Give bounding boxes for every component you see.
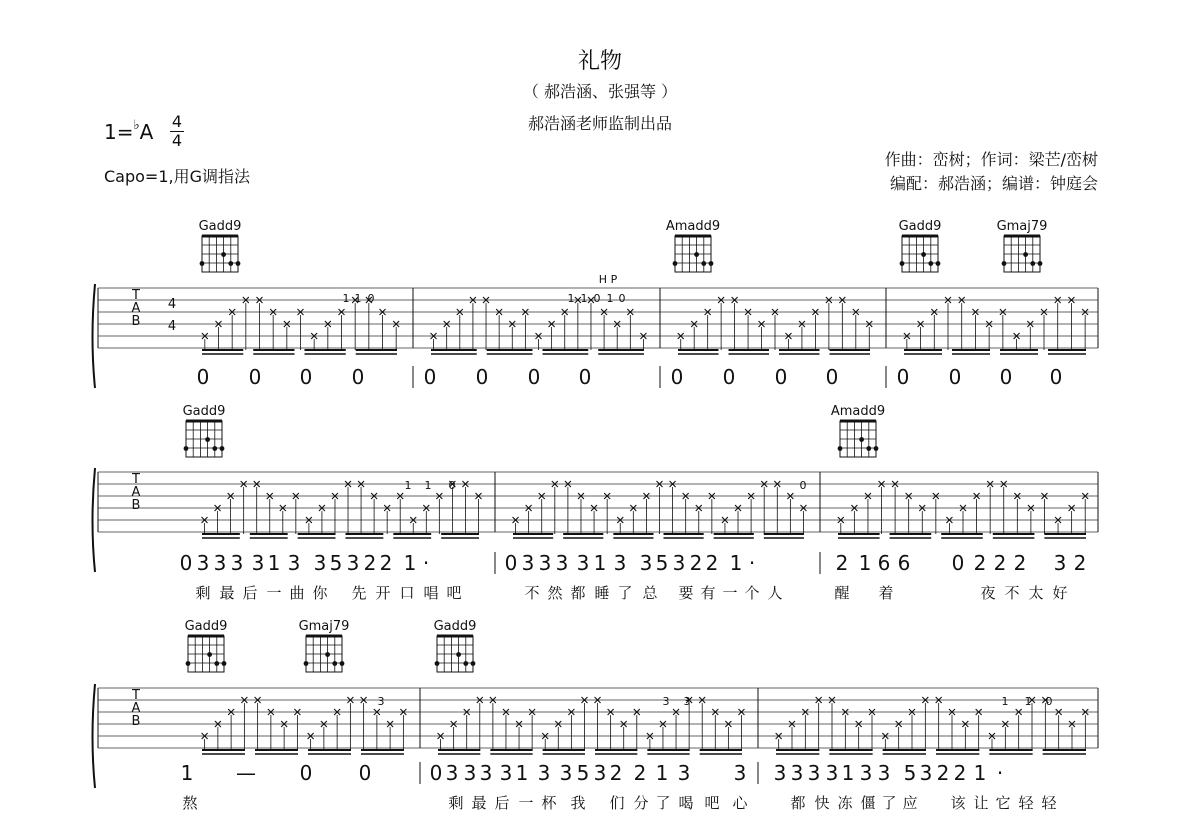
jianpu-note: 1 [973, 761, 987, 785]
jianpu-note: 3 [672, 551, 686, 575]
jianpu-note: 3 [859, 761, 873, 785]
jianpu-note: 3 [251, 551, 265, 575]
chord-name: Gmaj79 [298, 619, 350, 634]
fret-number: 3 [377, 695, 385, 708]
jianpu-note: 0 [670, 365, 684, 389]
lyric-char: 一 [266, 584, 282, 602]
jianpu-note: 2 [633, 761, 647, 785]
chord-finger-dot [838, 446, 843, 451]
system-bracket [93, 284, 96, 388]
jianpu-note: 3 [559, 761, 573, 785]
tab-clef-letter: A [131, 301, 141, 316]
chord-diagram-gadd9 [183, 404, 226, 457]
chord-finger-dot [435, 661, 440, 666]
jianpu-note: 5 [903, 761, 917, 785]
chord-finger-dot [220, 446, 225, 451]
jianpu-note: 1 [515, 761, 529, 785]
jianpu-note: 0 [429, 761, 443, 785]
chord-finger-dot [304, 661, 309, 666]
jianpu-note: 1 [858, 551, 872, 575]
tab-clef-letter: A [131, 485, 141, 500]
jianpu-note: 3 [499, 761, 513, 785]
chord-finger-dot [936, 261, 941, 266]
lyric-char: 让 [973, 794, 989, 812]
system-bracket [93, 684, 96, 788]
fret-number: 1 [567, 292, 575, 305]
chord-finger-dot [1030, 261, 1035, 266]
time-signature: 4 4 [171, 112, 183, 150]
jianpu-note: 3 [230, 551, 244, 575]
lyric-char: 口 [399, 584, 415, 602]
jianpu-note: 3 [1053, 551, 1067, 575]
tab-time-bottom: 4 [167, 319, 177, 334]
chord-diagram-amadd9 [831, 404, 885, 457]
jianpu-note: 2 [705, 551, 719, 575]
jianpu-note: · [748, 551, 756, 575]
jianpu-note: 0 [722, 365, 736, 389]
chord-finger-dot [214, 661, 219, 666]
lyric-char: 都 [790, 794, 806, 812]
tab-clef-letter: B [131, 714, 141, 729]
jianpu-note: 3 [479, 761, 493, 785]
jianpu-note: 1 [593, 551, 607, 575]
lyric-char: 它 [995, 794, 1011, 812]
jianpu-note: 0 [951, 551, 965, 575]
chord-finger-dot [463, 661, 468, 666]
jianpu-note: 3 [196, 551, 210, 575]
lyric-char: 分 [633, 794, 649, 812]
lyric-char: 喝 [678, 794, 694, 812]
lyric-char: 一 [722, 584, 738, 602]
chord-name: Amadd9 [830, 404, 886, 419]
chord-finger-dot [228, 261, 233, 266]
fret-number: 1 [1001, 695, 1009, 708]
lyric-char: 睡 [594, 584, 610, 602]
jianpu-note: 3 [825, 761, 839, 785]
jianpu-note: 5 [329, 551, 343, 575]
lyric-char: 曲 [289, 584, 305, 602]
fret-number: 0 [448, 479, 456, 492]
jianpu-note: 3 [677, 761, 691, 785]
lyric-char: 心 [732, 794, 748, 812]
lyric-char: 一 [518, 794, 534, 812]
chord-diagram-gmaj79 [997, 219, 1048, 272]
jianpu-note: 1 [729, 551, 743, 575]
jianpu-note: 3 [555, 551, 569, 575]
jianpu-note: 2 [363, 551, 377, 575]
lyric-char: 不 [1004, 584, 1020, 602]
jianpu-note: 5 [655, 551, 669, 575]
lyric-char: 了 [617, 584, 633, 602]
chord-name: Gadd9 [898, 219, 942, 234]
chord-finger-dot [205, 437, 210, 442]
chord-finger-dot [928, 261, 933, 266]
lyric-char: 夜 [980, 584, 996, 602]
jianpu-note: 2 [835, 551, 849, 575]
fret-number: 0 [367, 292, 375, 305]
chord-finger-dot [184, 446, 189, 451]
lyric-char: 开 [375, 584, 391, 602]
lyric-char: 该 [950, 794, 966, 812]
chord-finger-dot [866, 446, 871, 451]
chord-finger-dot [456, 652, 461, 657]
jianpu-note: 0 [351, 365, 365, 389]
chord-finger-dot [900, 261, 905, 266]
jianpu-note: 3 [773, 761, 787, 785]
fret-number: 0 [799, 479, 807, 492]
chord-finger-dot [1023, 252, 1028, 257]
jianpu-note: · [422, 551, 430, 575]
lyric-char: 了 [881, 794, 897, 812]
lyric-char: 人 [767, 584, 783, 602]
lyric-char: 轻 [1018, 794, 1034, 812]
jianpu-note: 0 [299, 365, 313, 389]
jianpu-note: 0 [999, 365, 1013, 389]
tab-clef-letter: B [131, 498, 141, 513]
fret-number: 1 [404, 479, 412, 492]
technique-hammer-pull: H P [598, 273, 618, 286]
lyric-char: 最 [219, 584, 235, 602]
jianpu-note: 3 [538, 551, 552, 575]
jianpu-note: 0 [196, 365, 210, 389]
chord-name: Gadd9 [184, 619, 228, 634]
chord-name: Gadd9 [182, 404, 226, 419]
jianpu-note: 0 [774, 365, 788, 389]
chord-finger-dot [340, 661, 345, 666]
fret-number: 1 [354, 292, 362, 305]
jianpu-note: 0 [358, 761, 372, 785]
jianpu-note: — [236, 761, 256, 785]
jianpu-note: 0 [527, 365, 541, 389]
jianpu-note: 3 [463, 761, 477, 785]
chord-diagram-gadd9 [434, 619, 477, 672]
chord-finger-dot [694, 252, 699, 257]
lyric-char: 轻 [1041, 794, 1057, 812]
lyric-char: 快 [814, 794, 830, 812]
chord-finger-dot [471, 661, 476, 666]
chord-finger-dot [325, 652, 330, 657]
lyric-char: 有 [700, 584, 716, 602]
jianpu-note: 1 [180, 761, 194, 785]
jianpu-note: 2 [973, 551, 987, 575]
tab-clef-letter: A [131, 701, 141, 716]
lyric-char: 着 [878, 584, 894, 602]
chord-finger-dot [673, 261, 678, 266]
chord-finger-dot [221, 252, 226, 257]
lyric-char: 应 [902, 794, 918, 812]
jianpu-note: 3 [593, 761, 607, 785]
fret-number: 1 [342, 292, 350, 305]
jianpu-note: 0 [179, 551, 193, 575]
chord-finger-dot [1002, 261, 1007, 266]
jianpu-note: 2 [1013, 551, 1027, 575]
tab-clef-letter: T [132, 688, 140, 703]
jianpu-note: 2 [379, 551, 393, 575]
chord-finger-dot [921, 252, 926, 257]
chord-finger-dot [222, 661, 227, 666]
jianpu-note: 3 [213, 551, 227, 575]
lyric-char: 总 [642, 584, 658, 602]
fret-number: 3 [683, 695, 691, 708]
fret-number: 1 [1024, 695, 1032, 708]
jianpu-note: 0 [896, 365, 910, 389]
lyric-char: 吧 [446, 584, 462, 602]
fret-number: 0 [618, 292, 626, 305]
song-subtitle: （ 郝浩涵、张强等 ） [522, 82, 678, 101]
system-bracket [93, 468, 96, 572]
lyric-char: 熬 [182, 794, 198, 812]
chord-finger-dot [709, 261, 714, 266]
producer-line: 郝浩涵老师监制出品 [527, 114, 672, 133]
chord-diagram-gadd9 [199, 219, 242, 272]
chord-finger-dot [200, 261, 205, 266]
jianpu-note: 3 [521, 551, 535, 575]
chord-diagram-gadd9 [899, 219, 942, 272]
lyric-char: 剩 [195, 584, 211, 602]
jianpu-note: 1 [267, 551, 281, 575]
lyric-char: 了 [655, 794, 671, 812]
jianpu-note: 5 [576, 761, 590, 785]
jianpu-note: 3 [613, 551, 627, 575]
jianpu-note: 0 [1049, 365, 1063, 389]
jianpu-note: 2 [936, 761, 950, 785]
lyric-char: 然 [547, 584, 563, 602]
jianpu-note: 0 [299, 761, 313, 785]
jianpu-note: 1 [655, 761, 669, 785]
lyric-char: 们 [609, 794, 625, 812]
lyric-char: 太 [1028, 584, 1044, 602]
fret-number: 1 [424, 479, 432, 492]
jianpu-note: 3 [807, 761, 821, 785]
fret-number: 0 [1045, 695, 1053, 708]
jianpu-note: 3 [445, 761, 459, 785]
jianpu-note: 6 [877, 551, 891, 575]
lyric-char: 最 [471, 794, 487, 812]
lyric-char: 僵 [860, 794, 876, 812]
jianpu-note: 0 [825, 365, 839, 389]
jianpu-note: 3 [537, 761, 551, 785]
lyric-char: 唱 [423, 584, 439, 602]
tab-clef-letter: B [131, 314, 141, 329]
jianpu-note: 3 [576, 551, 590, 575]
lyric-char: 个 [744, 584, 760, 602]
lyric-char: 醒 [834, 584, 850, 602]
lyric-char: 都 [570, 584, 586, 602]
jianpu-note: 1 [403, 551, 417, 575]
jianpu-note: 3 [919, 761, 933, 785]
jianpu-note: 3 [313, 551, 327, 575]
fret-number: 1 [580, 292, 588, 305]
lyric-char: 杯 [541, 794, 557, 812]
chord-finger-dot [236, 261, 241, 266]
capo-note: Capo=1,用G调指法 [104, 167, 250, 186]
credits-arranger-transcriber: 编配：郝浩涵；编谱：钟庭会 [889, 174, 1098, 193]
lyric-char: 要 [678, 584, 694, 602]
chord-finger-dot [701, 261, 706, 266]
lyric-char: 冻 [837, 794, 853, 812]
chord-name: Gadd9 [198, 219, 242, 234]
fret-number: 3 [662, 695, 670, 708]
chord-name: Amadd9 [665, 219, 721, 234]
jianpu-note: 3 [639, 551, 653, 575]
lyric-char: 先 [351, 584, 367, 602]
lyric-char: 吧 [704, 794, 720, 812]
lyric-char: 我 [570, 794, 586, 812]
jianpu-note: 3 [733, 761, 747, 785]
jianpu-note: 6 [897, 551, 911, 575]
jianpu-note: 3 [877, 761, 891, 785]
tab-clef-letter: T [132, 288, 140, 303]
jianpu-note: 0 [578, 365, 592, 389]
chord-diagram-amadd9 [666, 219, 720, 272]
jianpu-note: 0 [504, 551, 518, 575]
jianpu-note: 3 [346, 551, 360, 575]
chord-finger-dot [207, 652, 212, 657]
jianpu-note: 2 [1073, 551, 1087, 575]
jianpu-note: 3 [287, 551, 301, 575]
chord-name: Gadd9 [433, 619, 477, 634]
jianpu-note: 1 [841, 761, 855, 785]
chord-diagram-gadd9 [185, 619, 228, 672]
jianpu-note: 2 [609, 761, 623, 785]
lyric-char: 剩 [448, 794, 464, 812]
jianpu-note: 0 [475, 365, 489, 389]
jianpu-note: 0 [948, 365, 962, 389]
fret-number: 1 [606, 292, 614, 305]
credits-composer-lyricist: 作曲：峦树；作词：梁芒/峦树 [884, 150, 1098, 169]
lyric-char: 后 [242, 584, 258, 602]
chord-finger-dot [332, 661, 337, 666]
jianpu-note: 2 [993, 551, 1007, 575]
fret-number: 0 [593, 292, 601, 305]
jianpu-note: 2 [953, 761, 967, 785]
chord-finger-dot [186, 661, 191, 666]
chord-finger-dot [874, 446, 879, 451]
lyric-char: 你 [312, 584, 328, 602]
lyric-char: 好 [1052, 584, 1068, 602]
lyric-char: 后 [494, 794, 510, 812]
jianpu-note: · [996, 761, 1004, 785]
tab-time-top: 4 [167, 297, 177, 312]
jianpu-note: 0 [423, 365, 437, 389]
tab-clef-letter: T [132, 472, 140, 487]
jianpu-note: 2 [689, 551, 703, 575]
key-signature: 1=♭A [104, 118, 154, 144]
chord-finger-dot [859, 437, 864, 442]
song-title: 礼物 [577, 49, 622, 74]
lyric-char: 不 [524, 584, 540, 602]
chord-name: Gmaj79 [996, 219, 1048, 234]
jianpu-note: 3 [790, 761, 804, 785]
chord-finger-dot [1038, 261, 1043, 266]
chord-diagram-gmaj79 [299, 619, 350, 672]
jianpu-note: 0 [248, 365, 262, 389]
chord-finger-dot [212, 446, 217, 451]
